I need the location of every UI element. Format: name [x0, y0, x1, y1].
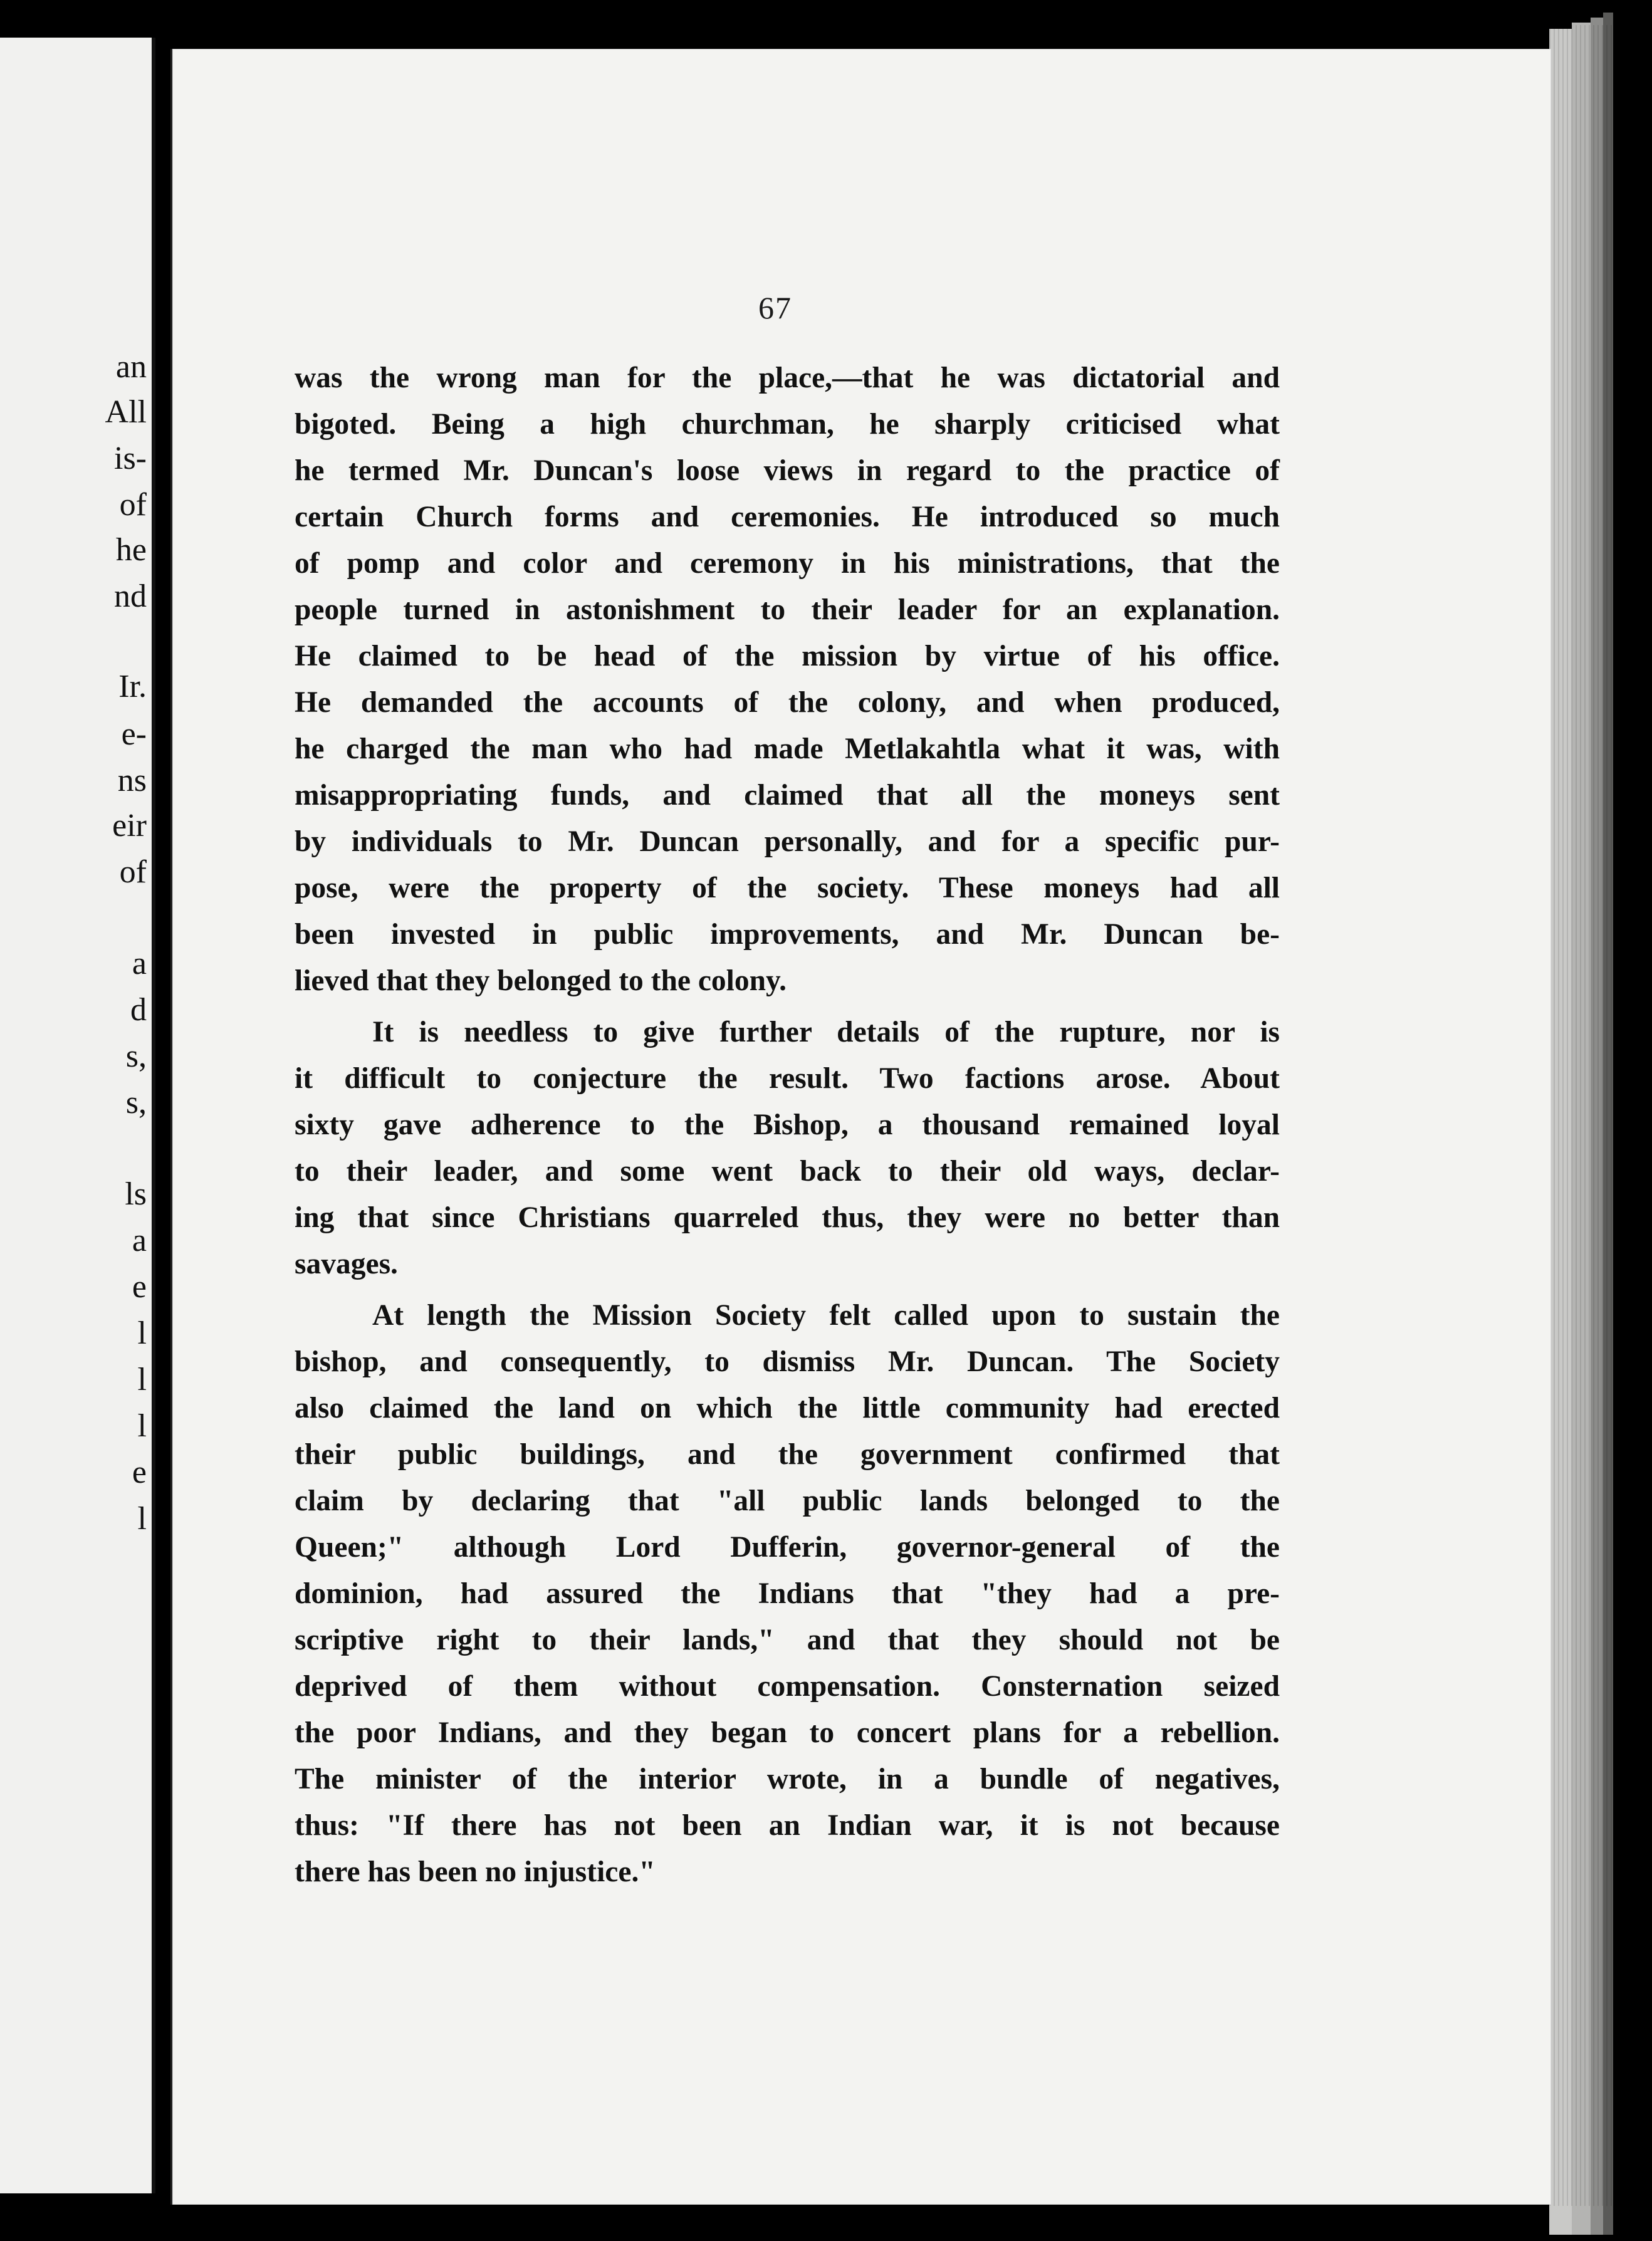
left-fragment: of — [119, 487, 147, 523]
paragraph — [295, 355, 1280, 1004]
text-line: He demanded the accounts of the colony, and when produced, — [295, 686, 1280, 719]
text-line: scriptive right to their lands," and that they should not be — [295, 1624, 1280, 1656]
left-fragment: e- — [121, 716, 147, 752]
text-line: misappropriating funds, and claimed that all the moneys sent — [295, 779, 1280, 812]
left-fragment: nd — [114, 578, 147, 614]
text-line: It is needless to give further details of the rupture, nor is — [372, 1016, 1280, 1048]
text-line: their public buildings, and the government confirmed that — [295, 1438, 1280, 1471]
text-line: thus: "If there has not been an Indian war, it is not because — [295, 1809, 1280, 1842]
left-fragment: ns — [117, 763, 147, 798]
text-line: savages. — [295, 1248, 398, 1280]
left-fragment: of — [119, 854, 147, 890]
paragraph — [295, 1292, 1280, 1895]
left-fragment: an — [115, 349, 147, 385]
left-fragment: a — [132, 946, 147, 981]
left-fragment: Ir. — [118, 669, 147, 704]
text-line: At length the Mission Society felt called upon to sustain the — [372, 1299, 1280, 1332]
text-line: pose, were the property of the society. These moneys had all — [295, 872, 1280, 904]
text-line: it difficult to conjecture the result. Two factions arose. About — [295, 1062, 1280, 1095]
text-line: claim by declaring that "all public lands belonged to the — [295, 1485, 1280, 1517]
left-fragment: l — [137, 1362, 147, 1397]
text-line: sixty gave adherence to the Bishop, a thousand remained loyal — [295, 1109, 1280, 1141]
left-fragment: l — [137, 1315, 147, 1351]
left-fragment: he — [115, 532, 147, 568]
body-text — [295, 355, 1280, 1895]
text-line: he charged the man who had made Metlakahtla what it was, with — [295, 733, 1280, 765]
text-line: dominion, had assured the Indians that "they had a pre- — [295, 1577, 1280, 1610]
left-fragment: e — [132, 1455, 147, 1490]
text-line: bishop, and consequently, to dismiss Mr. Duncan. The Society — [295, 1345, 1280, 1378]
text-line: been invested in public improvements, and Mr. Duncan be- — [295, 918, 1280, 951]
text-line: by individuals to Mr. Duncan personally, and for a specific pur- — [295, 825, 1280, 858]
text-line: was the wrong man for the place,—that he was dictatorial and — [295, 362, 1280, 394]
text-line: ing that since Christians quarreled thus, they were no better than — [295, 1201, 1280, 1234]
text-line: people turned in astonishment to their leader for an explanation. — [295, 593, 1280, 626]
text-line: the poor Indians, and they began to concert plans for a rebellion. — [295, 1716, 1280, 1749]
text-line: lieved that they belonged to the colony. — [295, 964, 787, 997]
text-line: there has been no injustice." — [295, 1856, 656, 1888]
paragraph — [295, 1009, 1280, 1287]
text-line: he termed Mr. Duncan's loose views in regard to the practice of — [295, 454, 1280, 487]
text-line: also claimed the land on which the little community had erected — [295, 1392, 1280, 1424]
text-line: of pomp and color and ceremony in his ministrations, that the — [295, 547, 1280, 580]
left-fragment: s, — [125, 1085, 147, 1120]
left-fragment: ls — [125, 1176, 147, 1212]
text-line: deprived of them without compensation. Consternation seized — [295, 1670, 1280, 1703]
text-line: He claimed to be head of the mission by virtue of his office. — [295, 640, 1280, 672]
left-fragment: a — [132, 1223, 147, 1258]
text-line: The minister of the interior wrote, in a bundle of negatives, — [295, 1763, 1280, 1795]
left-fragment: e — [132, 1269, 147, 1305]
left-fragment: eir — [112, 808, 147, 844]
page-number: 67 — [758, 290, 792, 325]
left-fragment: s, — [125, 1038, 147, 1074]
text-line: bigoted. Being a high churchman, he sharply criticised what — [295, 408, 1280, 441]
left-fragment: All — [105, 394, 147, 430]
text-line: Queen;" although Lord Dufferin, governor-general of the — [295, 1531, 1280, 1564]
left-fragment: d — [130, 992, 147, 1028]
text-line: to their leader, and some went back to their old ways, declar- — [295, 1155, 1280, 1188]
left-fragment: is- — [114, 441, 147, 476]
left-fragment: l — [137, 1408, 147, 1444]
left-facing-page — [0, 38, 155, 2193]
page-edge-stack — [1549, 25, 1613, 2206]
text-line: certain Church forms and ceremonies. He introduced so much — [295, 501, 1280, 533]
left-fragment: l — [137, 1501, 147, 1537]
